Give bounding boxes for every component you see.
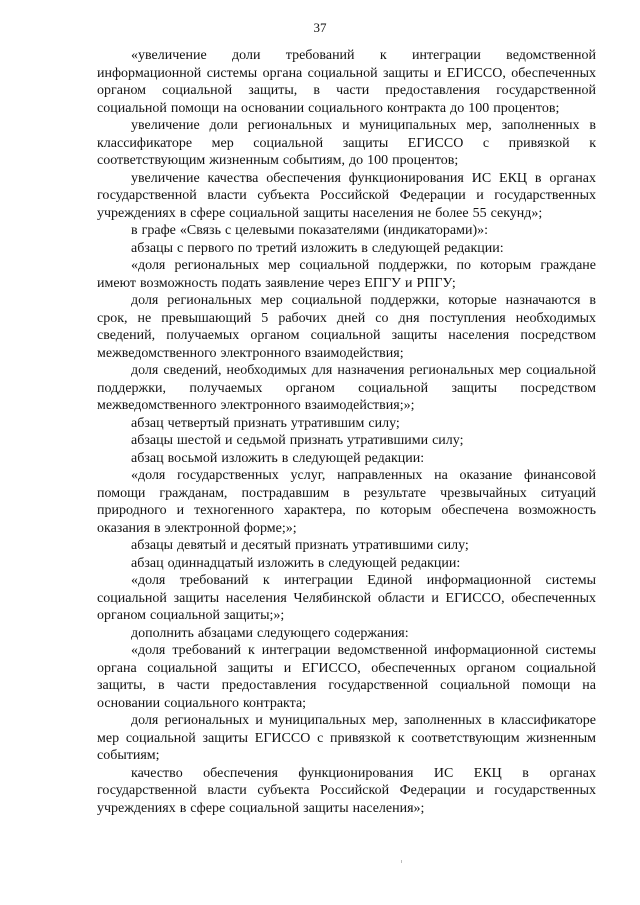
paragraph-2: увеличение доли региональных и муниципальных мер, заполненных в классификаторе мер социальной защиты ЕГИССО с привязкой к соответствующим жизненным событиям, до 100 процентов; bbox=[97, 118, 596, 168]
paragraph-1: «увеличение доли требований к интеграции ведомственной информационной системы органа социальной защиты и ЕГИССО, обеспеченных органом социальной защиты, в части предоставления государственной социальной помощи на основании социального контракта до 100 процентов; bbox=[97, 48, 596, 116]
paragraph-16: дополнить абзацами следующего содержания: bbox=[131, 625, 409, 641]
paragraph-17: «доля требований к интеграции ведомственной информационной системы органа социальной защиты и ЕГИССО, обеспеченных органом социальной защиты, в части предоставления государственной социальной помощи на основании социального контракта; bbox=[97, 643, 596, 711]
paragraph-19: качество обеспечения функционирования ИС ЕКЦ в органах государственной власти субъекта Российской Федерации и государственных учреждениях в сфере социальной защиты населения»; bbox=[97, 765, 596, 816]
page-number: 37 bbox=[313, 20, 327, 35]
paragraph-6: «доля региональных мер социальной поддержки, по которым граждане имеют возможность подать заявление через ЕПГУ и РПГУ; bbox=[97, 258, 596, 291]
document-body bbox=[97, 47, 596, 817]
paragraph-10: абзацы шестой и седьмой признать утратившими силу; bbox=[131, 433, 464, 448]
paragraph-14: абзац одиннадцатый изложить в следующей редакции: bbox=[131, 555, 461, 571]
paragraph-18: доля региональных и муниципальных мер, заполненных в классификаторе мер социальной защиты ЕГИССО с привязкой к соответствующим жизненным событиям; bbox=[97, 713, 596, 763]
paragraph-15: «доля требований к интеграции Единой информационной системы социальной защиты населения Челябинской области и ЕГИССО, обеспеченных органом социальной защиты;»; bbox=[97, 573, 596, 623]
paragraph-4: в графе «Связь с целевыми показателями (индикаторами)»: bbox=[131, 223, 488, 238]
scan-speck bbox=[401, 860, 402, 863]
paragraph-12: «доля государственных услуг, направленных на оказание финансовой помощи гражданам, пострадавшим в результате чрезвычайных ситуаций природного и техногенного характера, по которым обеспечена возможность оказания в электронной форме;»; bbox=[97, 468, 596, 536]
paragraph-11: абзац восьмой изложить в следующей редакции: bbox=[131, 450, 425, 466]
paragraph-3: увеличение качества обеспечения функционирования ИС ЕКЦ в органах государственной власти субъекта Российской Федерации и государственных учреждениях в сфере социальной защиты населения не более 55 секунд»; bbox=[97, 170, 596, 221]
paragraph-5: абзацы с первого по третий изложить в следующей редакции: bbox=[131, 240, 504, 256]
paragraph-9: абзац четвертый признать утратившим силу; bbox=[131, 415, 400, 431]
paragraph-8: доля сведений, необходимых для назначения региональных мер социальной поддержки, получаемых органом социальной защиты посредством межведомственного электронного взаимодействия;»; bbox=[97, 363, 596, 413]
paragraph-13: абзацы девятый и десятый признать утратившими силу; bbox=[131, 538, 469, 553]
paragraph-7: доля региональных мер социальной поддержки, которые назначаются в срок, не превышающий 5 рабочих дней со дня поступления необходимых сведений, получаемых органом социальной защиты населения посредством межведомственного электронного взаимодействия; bbox=[97, 293, 596, 361]
